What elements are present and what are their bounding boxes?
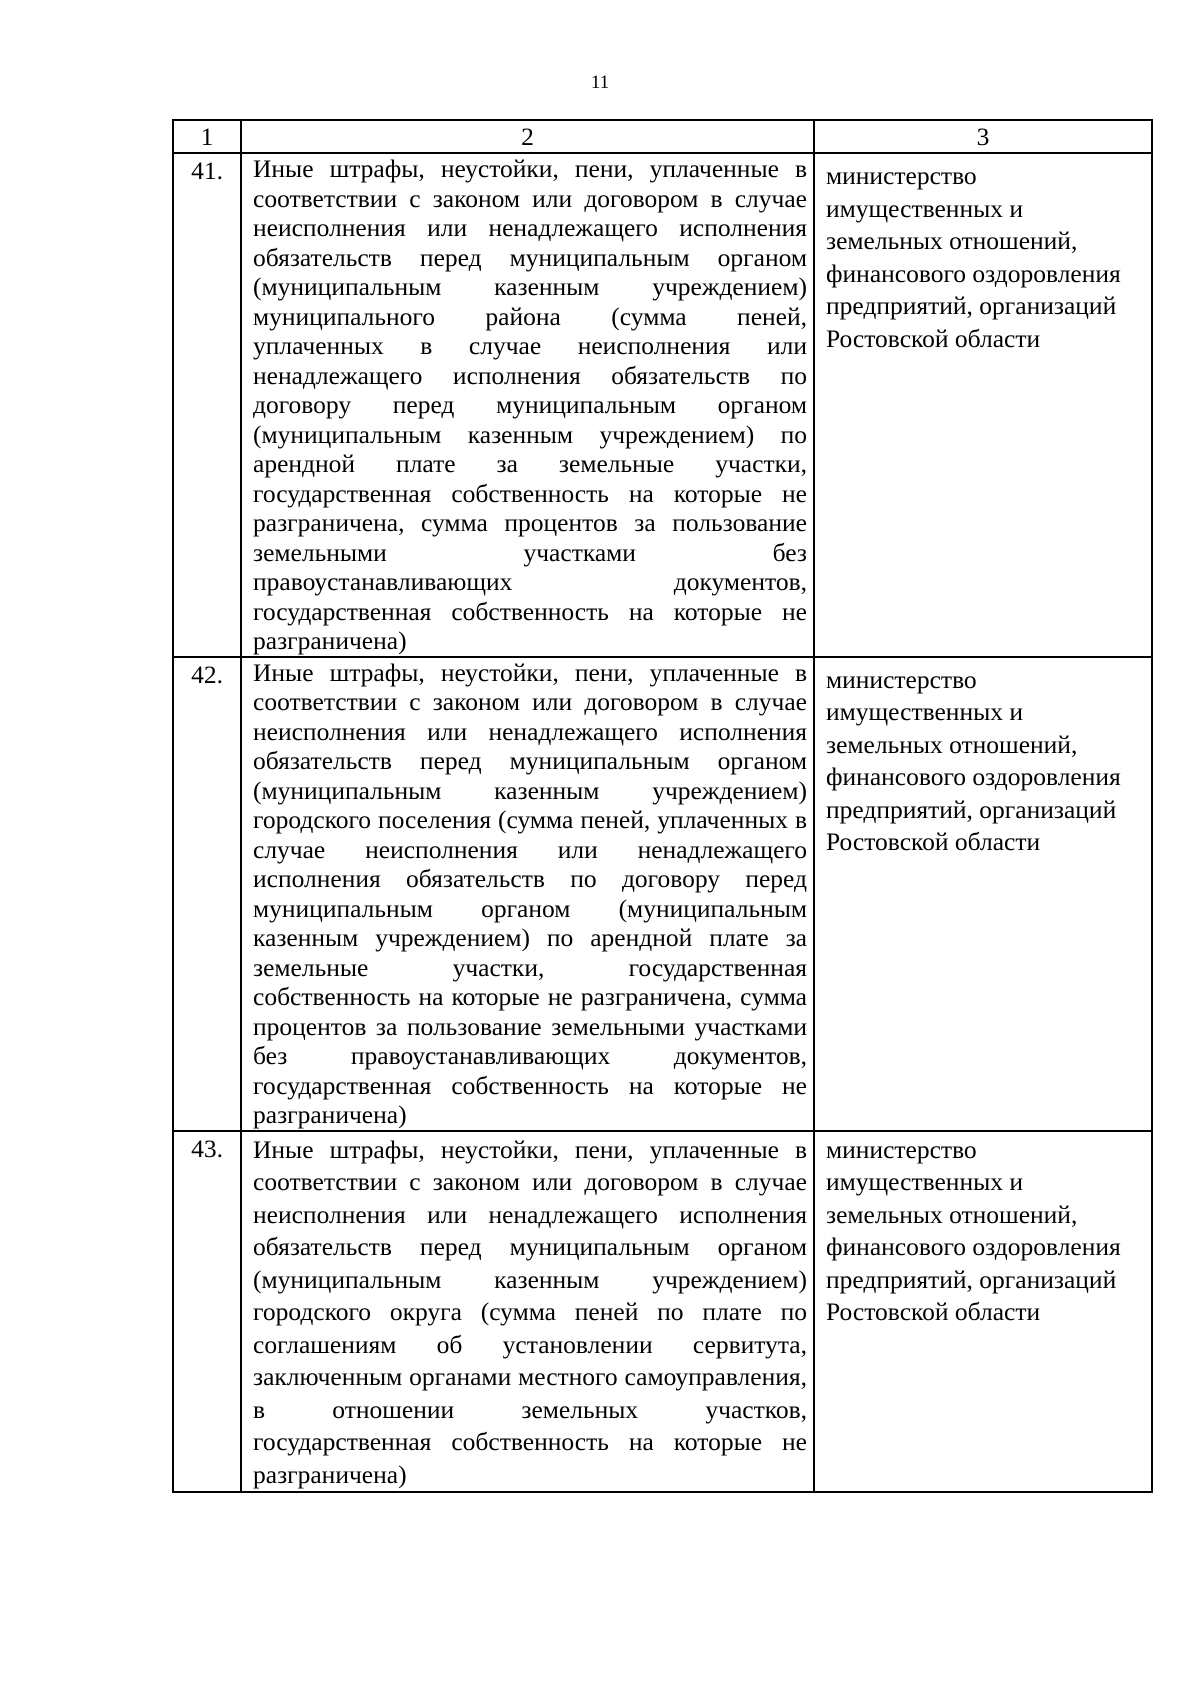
row-organization: министерство имущественных и земельных отношений, финансового оздоровления предприятий, организаций Ростовской области [814,1131,1152,1493]
row-description: Иные штрафы, неустойки, пени, уплаченные в соответствии с законом или договором в случае неисполнения или ненадлежащего исполнения обязательств перед муниципальным органом (муниципальным казенным учреждением) городского поселения (сумма пеней, уплаченных в случае неисполнения или ненадлежащего исполнения обязательств по договору перед муниципальным органом (муниципальным казенным учреждением) по арендной плате за земельные участки, государственная собственность на которые не разграничена, сумма процентов за пользование земельными участками без правоустанавливающих документов, государственная собственность на которые не разграничена) [241,657,814,1131]
row-number: 42. [173,657,241,1131]
page-number: 11 [590,72,610,93]
column-header-1: 1 [173,120,241,153]
table-row [173,1131,1152,1493]
row-number: 43. [173,1131,241,1493]
column-header-3: 3 [814,120,1152,153]
table-row [173,657,1152,1131]
row-organization: министерство имущественных и земельных отношений, финансового оздоровления предприятий, организаций Ростовской области [814,153,1152,657]
document-table [172,119,1153,1493]
row-description: Иные штрафы, неустойки, пени, уплаченные в соответствии с законом или договором в случае неисполнения или ненадлежащего исполнения обязательств перед муниципальным органом (муниципальным казенным учреждением) городского округа (сумма пеней по плате по соглашениям об установлении сервитута, заключенным органами местного самоуправления, в отношении земельных участков, государственная собственность на которые не разграничена) [241,1131,814,1493]
column-header-2: 2 [241,120,814,153]
row-number: 41. [173,153,241,657]
table-row [173,153,1152,657]
table-header-row [173,120,1152,153]
row-organization: министерство имущественных и земельных отношений, финансового оздоровления предприятий, организаций Ростовской области [814,657,1152,1131]
row-description: Иные штрафы, неустойки, пени, уплаченные в соответствии с законом или договором в случае неисполнения или ненадлежащего исполнения обязательств перед муниципальным органом (муниципальным казенным учреждением) муниципального района (сумма пеней, уплаченных в случае неисполнения или ненадлежащего исполнения обязательств по договору перед муниципальным органом (муниципальным казенным учреждением) по арендной плате за земельные участки, государственная собственность на которые не разграничена, сумма процентов за пользование земельными участками без правоустанавливающих документов, государственная собственность на которые не разграничена) [241,153,814,657]
